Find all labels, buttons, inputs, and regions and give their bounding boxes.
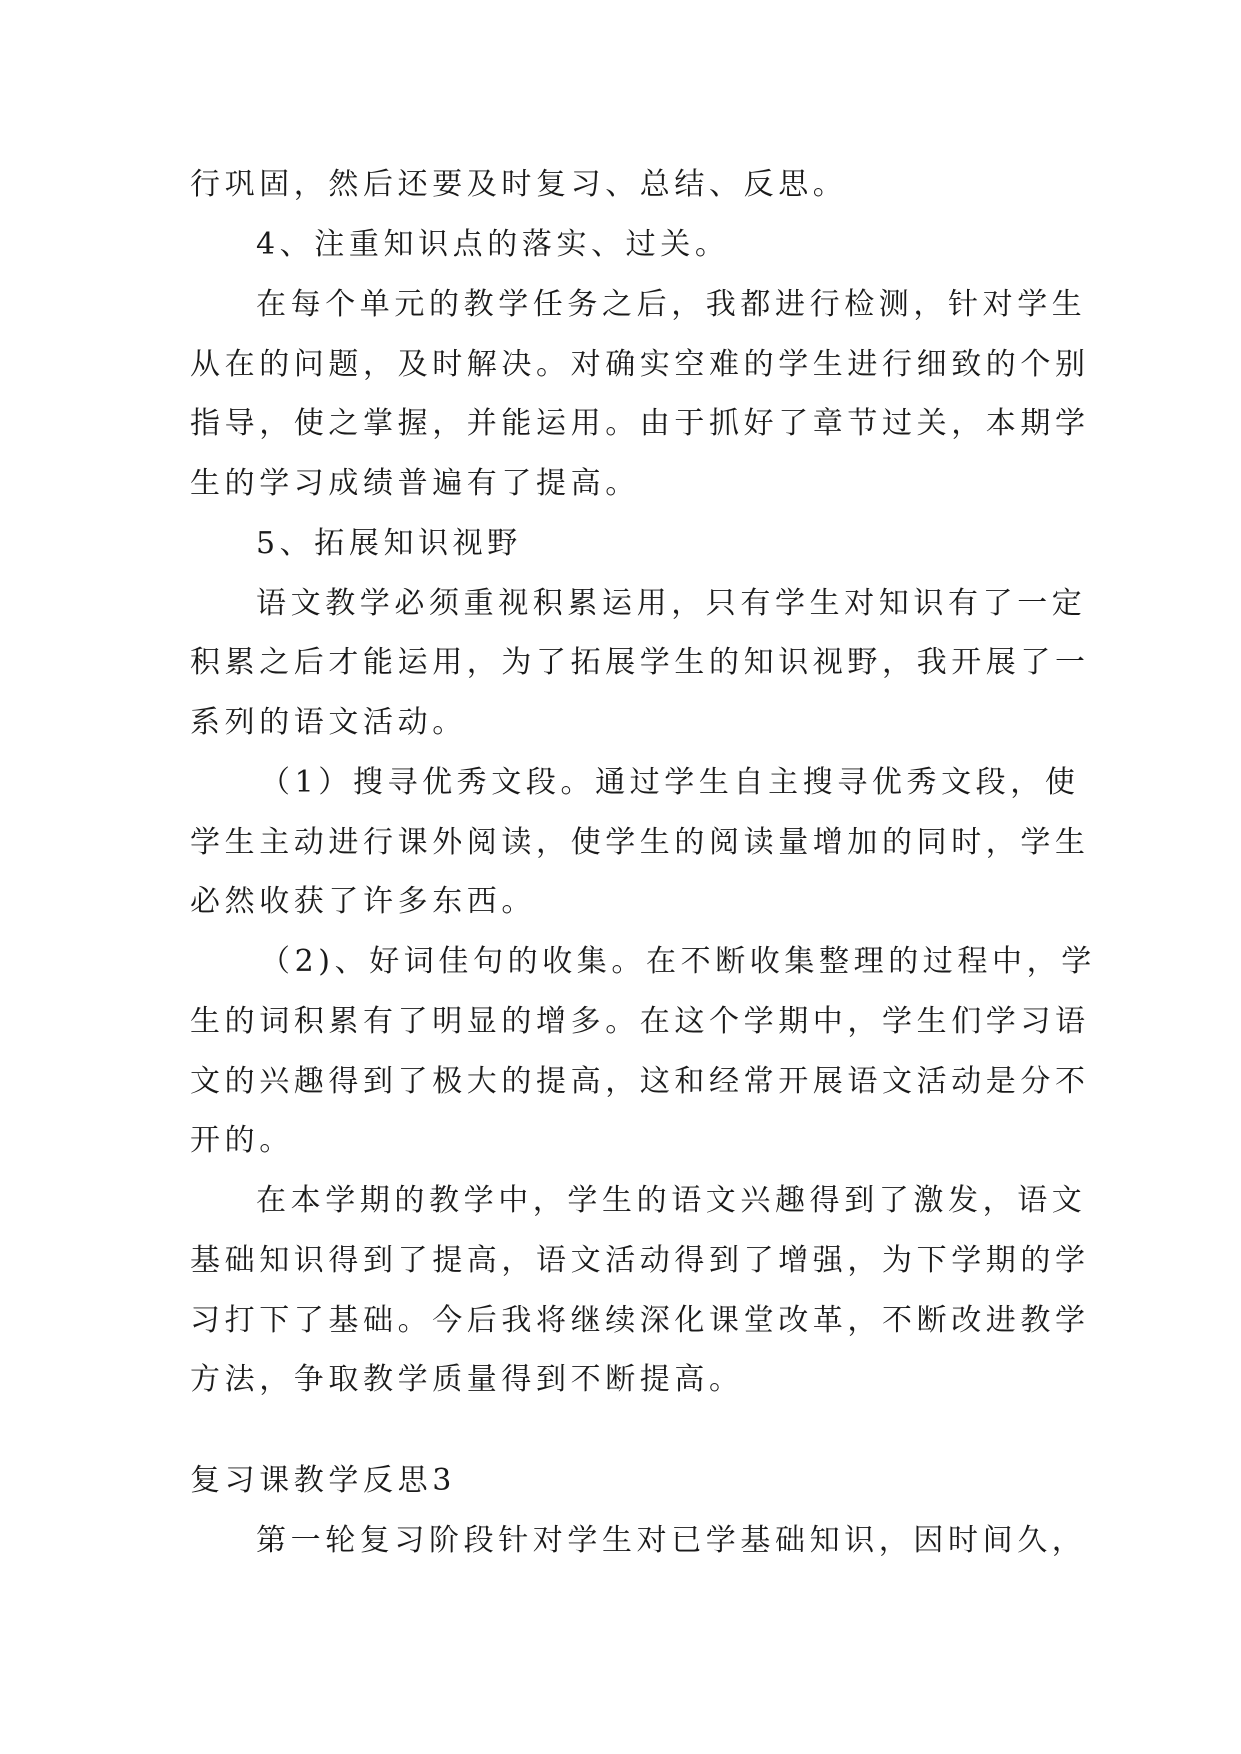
paragraph-line: 行巩固，然后还要及时复习、总结、反思。 bbox=[190, 167, 848, 202]
paragraph-line: 积累之后才能运用，为了拓展学生的知识视野，我开展了一 bbox=[190, 645, 1090, 680]
section-heading: 4、注重知识点的落实、过关。 bbox=[256, 227, 730, 262]
paragraph-line: 指导，使之掌握，并能运用。由于抓好了章节过关，本期学 bbox=[190, 406, 1090, 441]
paragraph-line: 习打下了基础。今后我将继续深化课堂改革，不断改进教学 bbox=[190, 1303, 1090, 1338]
section-heading: 5、拓展知识视野 bbox=[256, 526, 522, 561]
paragraph-line: 在本学期的教学中，学生的语文兴趣得到了激发，语文 bbox=[256, 1183, 1087, 1218]
paragraph-line: 生的学习成绩普遍有了提高。 bbox=[190, 466, 640, 501]
paragraph-line: 从在的问题，及时解决。对确实空难的学生进行细致的个别 bbox=[190, 347, 1090, 382]
document-title: 复习课教学反思3 bbox=[190, 1463, 456, 1498]
paragraph-line: 必然收获了许多东西。 bbox=[190, 884, 536, 919]
paragraph-line: 第一轮复习阶段针对学生对已学基础知识，因时间久， bbox=[256, 1523, 1087, 1558]
paragraph-line: 在每个单元的教学任务之后，我都进行检测，针对学生 bbox=[256, 287, 1087, 322]
paragraph-line: 系列的语文活动。 bbox=[190, 705, 467, 740]
paragraph-line: （1）搜寻优秀文段。通过学生自主搜寻优秀文段，使 bbox=[260, 765, 1080, 800]
paragraph-line: 开的。 bbox=[190, 1123, 294, 1158]
paragraph-line: 生的词积累有了明显的增多。在这个学期中，学生们学习语 bbox=[190, 1004, 1090, 1039]
paragraph-line: 学生主动进行课外阅读，使学生的阅读量增加的同时，学生 bbox=[190, 825, 1090, 860]
paragraph-line: 基础知识得到了提高，语文活动得到了增强，为下学期的学 bbox=[190, 1243, 1090, 1278]
paragraph-line: 文的兴趣得到了极大的提高，这和经常开展语文活动是分不 bbox=[190, 1064, 1090, 1099]
paragraph-line: （2)、好词佳句的收集。在不断收集整理的过程中，学 bbox=[260, 944, 1096, 979]
paragraph-line: 方法，争取教学质量得到不断提高。 bbox=[190, 1362, 744, 1397]
paragraph-line: 语文教学必须重视积累运用，只有学生对知识有了一定 bbox=[256, 586, 1087, 621]
